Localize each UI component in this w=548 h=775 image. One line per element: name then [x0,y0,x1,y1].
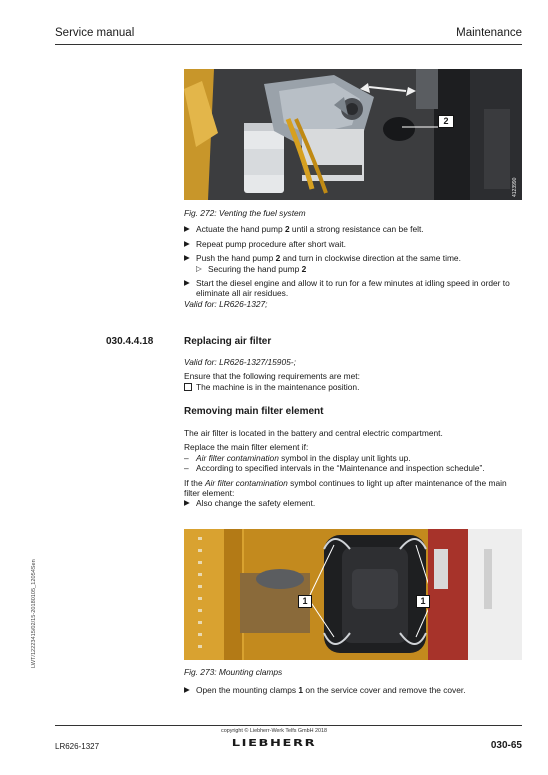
validity-note: Valid for: LR626-1327; [184,298,268,309]
section-title: Replacing air filter [184,336,272,347]
figure1-code: 4123990 [512,177,518,197]
fuel-system-photo-illustration [184,69,522,200]
requirement-item: The machine is in the maintenance position. [184,382,522,392]
figure2-code: 4392270 [512,637,518,657]
figure1-callout-2: 2 [438,115,454,128]
dash-marker: – [184,463,189,474]
step-item: ▶ Push the hand pump 2 and turn in clockwise direction at the same time. [184,253,461,264]
arrow-icon: ▶ [184,685,190,695]
header-manual-title: Service manual [55,27,135,39]
paragraph: Replace the main filter element if: [184,442,309,453]
clamp-steps [184,667,522,696]
arrow-icon: ▶ [184,224,190,234]
figure2-callout-1-right: 1 [416,595,430,608]
subheading: Removing main filter element [184,406,324,417]
arrow-icon: ▶ [184,278,190,288]
step-item: ▶ Actuate the hand pump 2 until a strong resistance can be felt. [184,224,424,235]
condition-item: – According to specified intervals in the “Maintenance and inspection schedule”. [184,463,485,474]
step-item: ▶ Repeat pump procedure after short wait. [184,238,346,249]
requirements-block [184,357,522,392]
footer-copyright: copyright © Liebherr-Werk Telfs GmbH 2018 [221,728,327,734]
header-chapter-title: Maintenance [456,27,522,39]
venting-steps [184,208,522,309]
figure2-caption: Fig. 273: Mounting clamps [184,667,283,677]
footer-model: LR626-1327 [55,742,100,751]
section-number: 030.4.4.18 [106,336,154,347]
figure-mounting-clamps-photo [184,529,522,660]
page-header [55,27,522,41]
arrow-icon: ▶ [184,238,190,248]
footer-rule [55,725,522,726]
arrow-icon: ▶ [184,498,190,508]
step-item: ▶ Also change the safety element. [184,498,316,509]
result-arrow-icon: ▷ [196,263,202,273]
header-rule [55,44,522,45]
dash-marker: – [184,452,189,463]
figure2-callout-1-left: 1 [298,595,312,608]
checkbox-icon [184,383,192,391]
step-result: ▷ Securing the hand pump 2 [196,263,307,274]
step-item: ▶ Open the mounting clamps 1 on the service cover and remove the cover. [184,685,466,696]
figure1-caption: Fig. 272: Venting the fuel system [184,208,306,218]
liebherr-logo: LIEBHERR [231,737,317,750]
requirements-intro: Ensure that the following requirements are met: [184,371,360,382]
step-item: ▶ Start the diesel engine and allow it to run for a few minutes at idling speed in order to eliminate all air residues. [184,278,510,299]
paragraph: The air filter is located in the battery and central electric compartment. [184,428,443,438]
validity-note: Valid for: LR626-1327/15905-; [184,357,296,367]
paragraph: If the Air filter contamination symbol continues to light up after maintenance of the main filter element: [184,477,507,499]
mounting-clamps-photo-illustration [184,529,522,660]
condition-item: – Air filter contamination symbol in the display unit lights up. [184,452,411,463]
footer-page-number: 030-65 [490,740,522,751]
filter-procedure [184,428,522,509]
figure-fuel-system-photo [184,69,522,200]
arrow-icon: ▶ [184,253,190,263]
document-side-code: LWT/12223415/02/15-20180105_12054Sen [31,559,37,668]
